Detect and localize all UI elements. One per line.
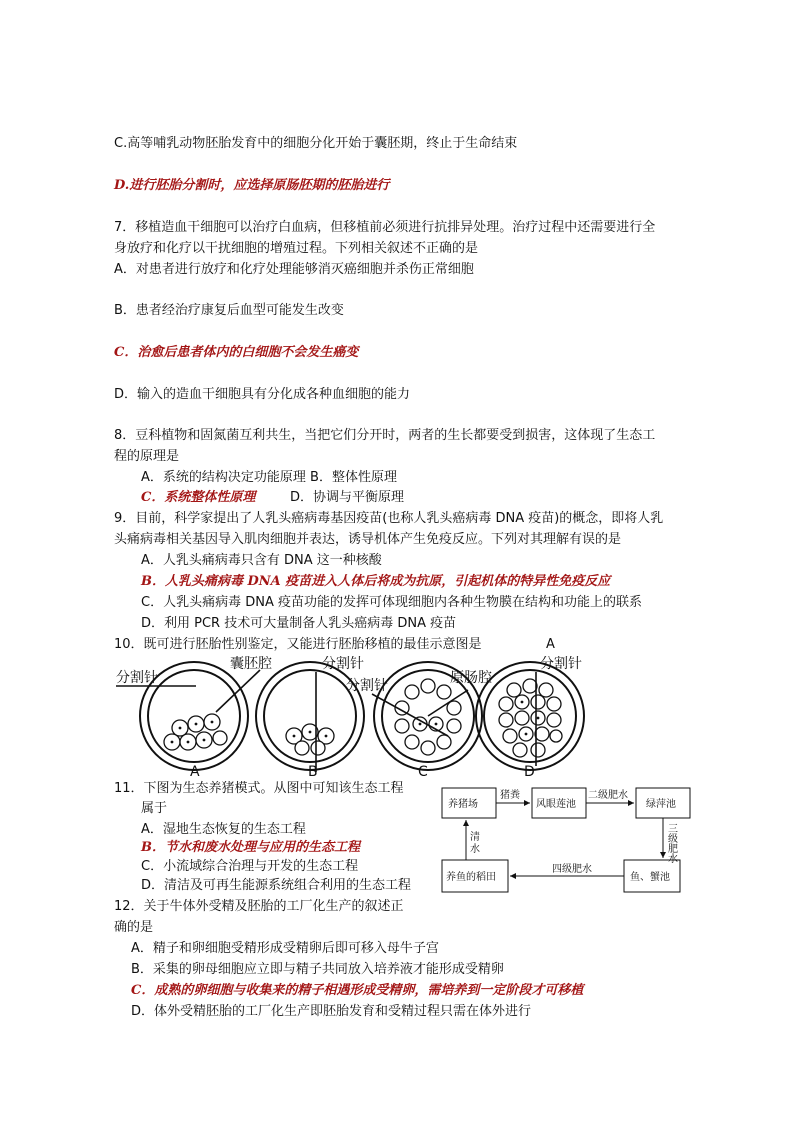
text-manure: 猪粪 <box>500 790 520 801</box>
q12-stem-line1: 12．关于牛体外受精及胚胎的工厂化生产的叙述正 <box>114 899 404 914</box>
q11-stem-line1: 11．下图为生态养猪模式。从图中可知该生态工程 <box>114 781 404 796</box>
text-farm: 养猪场 <box>448 799 478 810</box>
q9-option-b: B．人乳头痛病毒 DNA 疫苗进入人体后将成为抗原，引起机体的特异性免疫反应 <box>141 574 611 589</box>
text-level3-2: 级 <box>668 834 678 845</box>
q12-option-c: C．成熟的卵细胞与收集来的精子相遇形成受精卵，需培养到一定阶段才可移植 <box>131 983 584 998</box>
label-needle-a: 分割针 <box>116 670 158 686</box>
text-level3-1: 三 <box>668 824 678 835</box>
q8-stem-line2: 程的原理是 <box>114 449 180 464</box>
q10-answer: A <box>546 637 555 652</box>
text-level2: 二级肥水 <box>588 790 628 801</box>
q12-option-a: A．精子和卵细胞受精形成受精卵后即可移入母牛子宫 <box>131 941 439 956</box>
text-green: 绿萍池 <box>646 799 676 810</box>
label-c: C <box>418 764 428 778</box>
text-clean-2: 水 <box>470 844 480 855</box>
text-level3-4: 水 <box>668 854 678 865</box>
q9-stem-line2: 头痛病毒相关基因导入肌肉细胞并表达，诱导机体产生免疫反应。下列对其理解有误的是 <box>114 532 622 547</box>
q11-option-d: D．清洁及可再生能源系统组合利用的生态工程 <box>141 878 412 893</box>
text-clean-1: 清 <box>470 832 480 843</box>
label-a: A <box>190 764 200 778</box>
text-paddy: 养鱼的稻田 <box>446 872 496 883</box>
q8-stem-line1: 8．豆科植物和固氮菌互利共生，当把它们分开时，两者的生长都要受到损害，这体现了生态工 <box>114 428 656 443</box>
label-b: B <box>308 764 318 778</box>
pig-farm-flow <box>436 780 696 910</box>
label-needle-d: 分割针 <box>540 656 582 672</box>
text-fish: 鱼、蟹池 <box>630 872 670 883</box>
label-archenteron: 原肠腔 <box>450 670 492 686</box>
text-level4: 四级肥水 <box>552 864 592 875</box>
text-pond: 风眼莲池 <box>536 799 576 810</box>
label-d: D <box>524 764 535 778</box>
q7-option-c: C．治愈后患者体内的白细胞不会发生癌变 <box>114 345 359 360</box>
label-needle-b: 分割针 <box>322 656 364 672</box>
q9-option-d: D．利用 PCR 技术可大量制备人乳头癌病毒 DNA 疫苗 <box>141 616 457 631</box>
q7-option-b: B．患者经治疗康复后血型可能发生改变 <box>114 303 344 318</box>
text-level3-3: 肥 <box>668 844 678 855</box>
q12-option-b: B．采集的卵母细胞应立即与精子共同放入培养液才能形成受精卵 <box>131 962 504 977</box>
q7-stem-line2: 身放疗和化疗以干扰细胞的增殖过程。下列相关叙述不正确的是 <box>114 241 479 256</box>
q11-option-a: A．湿地生态恢复的生态工程 <box>141 822 306 837</box>
embryo-b-inner <box>264 670 356 762</box>
q11-stem-line2: 属于 <box>141 801 168 816</box>
q7-option-d: D．输入的造血干细胞具有分化成各种血细胞的能力 <box>114 387 411 402</box>
label-blastocoel: 囊胚腔 <box>230 656 272 672</box>
q8-option-ab: A．系统的结构决定功能原理 B．整体性原理 <box>141 470 397 485</box>
q10-stem: 10．既可进行胚胎性别鉴定，又能进行胚胎移植的最佳示意图是 <box>114 637 482 652</box>
q6-option-c: C.高等哺乳动物胚胎发育中的细胞分化开始于囊胚期，终止于生命结束 <box>114 136 518 151</box>
q12-stem-line2: 确的是 <box>114 920 154 935</box>
q9-option-c: C．人乳头痛病毒 DNA 疫苗功能的发挥可体现细胞内各种生物膜在结构和功能上的联系 <box>141 595 642 610</box>
embryo-diagram <box>110 656 600 778</box>
q11-option-c: C．小流域综合治理与开发的生态工程 <box>141 859 359 874</box>
embryo-d-outer <box>476 662 584 770</box>
q7-stem-line1: 7．移植造血干细胞可以治疗白血病，但移植前必须进行抗排异处理。治疗过程中还需要进行全 <box>114 220 656 235</box>
q8-option-d: D．协调与平衡原理 <box>290 490 405 505</box>
q7-option-a: A．对患者进行放疗和化疗处理能够消灭癌细胞并杀伤正常细胞 <box>114 262 474 277</box>
q8-option-c: C．系统整体性原理 <box>141 490 256 505</box>
q6-option-d: D.进行胚胎分割时，应选择原肠胚期的胚胎进行 <box>114 178 390 193</box>
q9-option-a: A．人乳头痛病毒只含有 DNA 这一种核酸 <box>141 553 382 568</box>
q12-option-d: D．体外受精胚胎的工厂化生产即胚胎发育和受精过程只需在体外进行 <box>131 1004 532 1019</box>
q9-stem-line1: 9．目前，科学家提出了人乳头癌病毒基因疫苗(也称人乳头癌病毒 DNA 疫苗)的概念，即将人乳 <box>114 511 664 526</box>
label-needle-c: 分割针 <box>346 678 388 694</box>
q11-option-b: B．节水和废水处理与应用的生态工程 <box>141 840 360 855</box>
